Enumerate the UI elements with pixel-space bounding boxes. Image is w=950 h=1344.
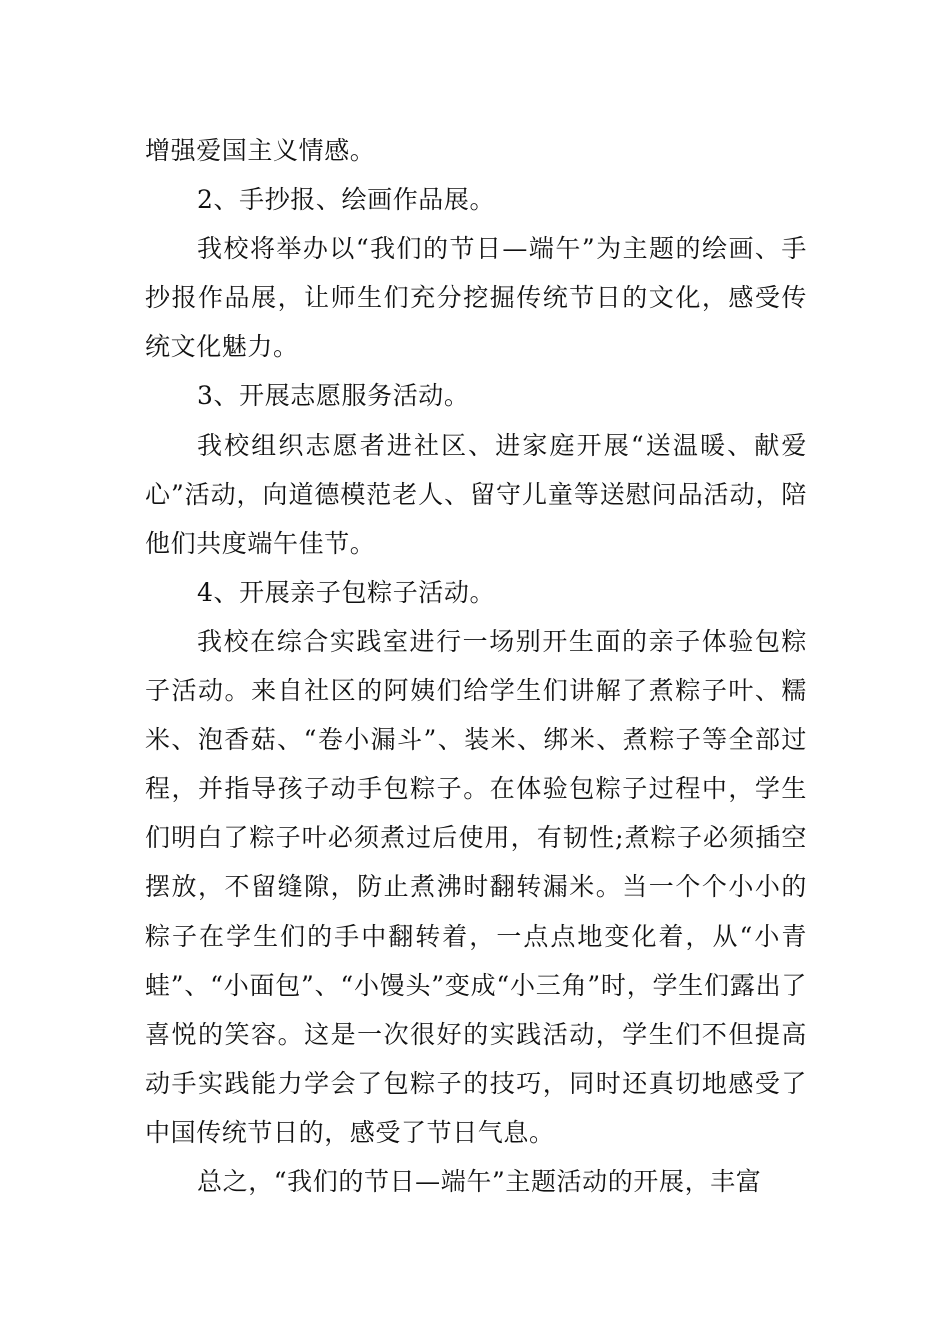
- paragraph-volunteer: 我校组织志愿者进社区、进家庭开展“送温暖、献爱心”活动，向道德模范老人、留守儿童等送慰问品活动，陪他们共度端午佳节。: [145, 430, 807, 558]
- paragraph-summary: 总之，“我们的节日—端午”主题活动的开展，丰富: [197, 1166, 762, 1196]
- document-body: [145, 126, 807, 1206]
- section-heading-4: 4、开展亲子包粽子活动。: [197, 577, 496, 607]
- paragraph-zongzi-activity: 我校在综合实践室进行一场别开生面的亲子体验包粽子活动。来自社区的阿姨们给学生们讲解了煮粽子叶、糯米、泡香菇、“卷小漏斗”、装米、绑米、煮粽子等全部过程，并指导孩子动手包粽子。在体验包粽子过程中，学生们明白了粽子叶必须煮过后使用，有韧性;煮粽子必须插空摆放，不留缝隙，防止煮沸时翻转漏米。当一个个小小的粽子在学生们的手中翻转着，一点点地变化着，从“小青蛙”、“小面包”、“小馒头”变成“小三角”时，学生们露出了喜悦的笑容。这是一次很好的实践活动，学生们不但提高动手实践能力学会了包粽子的技巧，同时还真切地感受了中国传统节日的，感受了节日气息。: [145, 626, 807, 1147]
- section-heading-3: 3、开展志愿服务活动。: [197, 381, 470, 411]
- section-heading-2: 2、手抄报、绘画作品展。: [197, 185, 496, 215]
- paragraph-continuation: 增强爱国主义情感。: [145, 136, 376, 165]
- paragraph-exhibition: 我校将举办以“我们的节日—端午”为主题的绘画、手抄报作品展，让师生们充分挖掘传统节日的文化，感受传统文化魅力。: [145, 234, 807, 362]
